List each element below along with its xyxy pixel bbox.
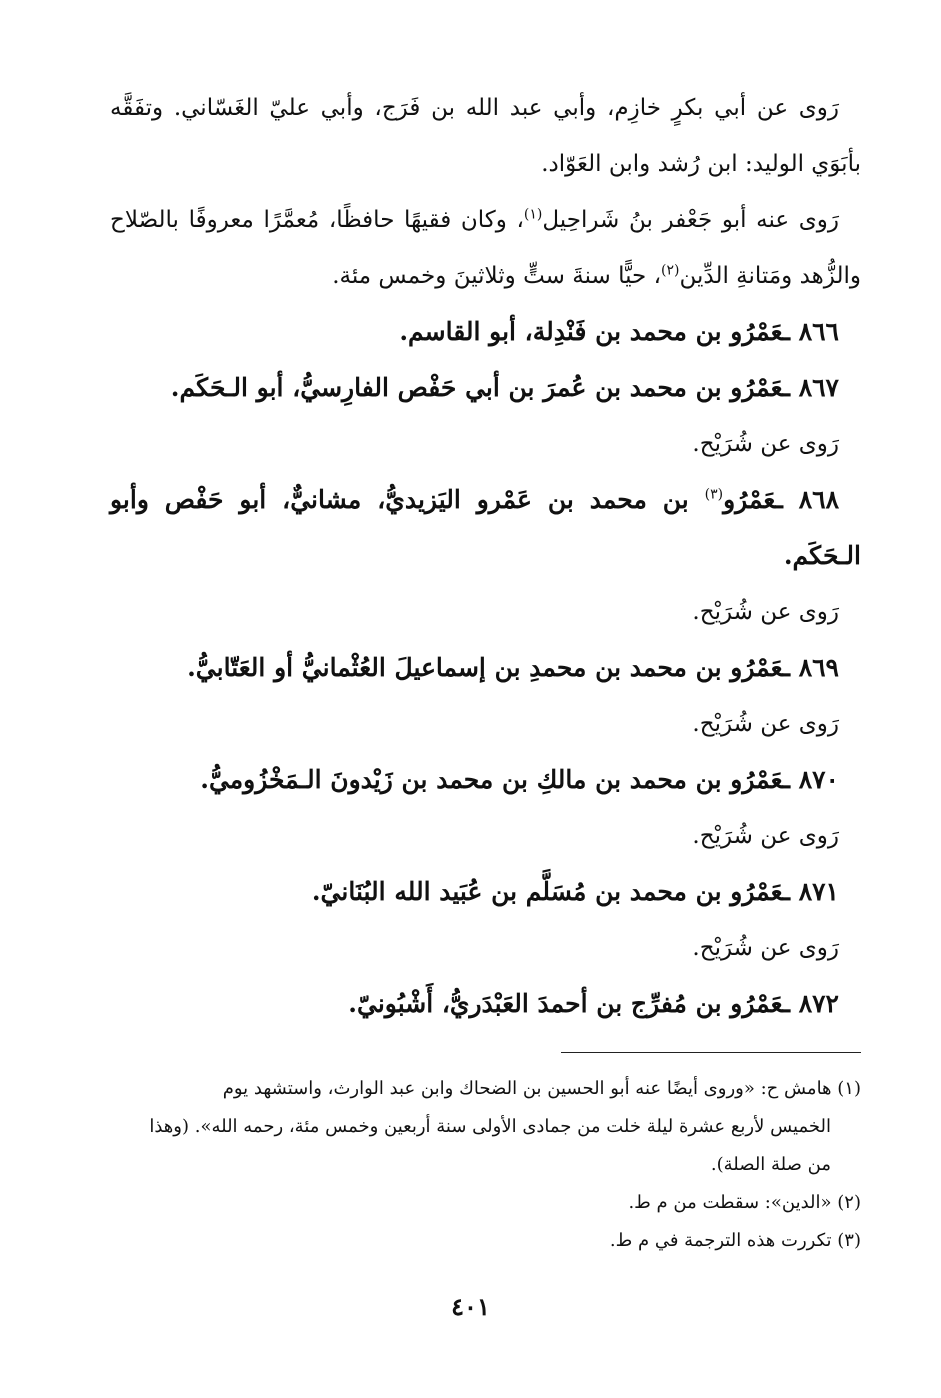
entry-title: عَمْرُو بن محمد بن عُمرَ بن أبي حَفْص الفارِسيُّ، أبو الـحَكَم. (170, 373, 783, 402)
footnote-ref-1[interactable]: (١) (523, 206, 543, 223)
entry-number: ٨٦٧ ـ (782, 373, 839, 402)
entry-title: بن محمد بن عَمْرو اليَزيديُّ، مشانيٌّ، أبو حَفْص وأبو الـحَكَم. (110, 485, 861, 570)
entry-871 (110, 864, 861, 920)
entry-870 (110, 752, 861, 808)
main-text (110, 80, 861, 1032)
footnote-ref-3[interactable]: (٣) (704, 486, 724, 503)
entry-869 (110, 640, 861, 696)
entry-867-note: رَوى عن شُرَيْح. (692, 431, 839, 457)
entry-number: ٨٧٢ ـ (782, 989, 839, 1018)
page-number: ٤٠١ (451, 1292, 490, 1321)
paragraph-biography-continued (110, 80, 861, 192)
paragraph-text: رَوى عنه أبو جَعْفر بنُ شَراحِيل (542, 207, 839, 233)
entry-868 (110, 472, 861, 584)
entry-number: ٨٧٠ ـ (782, 765, 839, 794)
entry-number: ٨٧١ ـ (782, 877, 839, 906)
entry-869-note: رَوى عن شُرَيْح. (692, 711, 839, 737)
footnote-1-line-1: (١) هامش ح: «وروى أيضًا عنه أبو الحسين بن الضحاك وابن عبد الوارث، واستشهد يوم (222, 1078, 861, 1099)
footnote-ref-2[interactable]: (٢) (661, 262, 680, 279)
paragraph-text: ، وكان فقيهًا حافظًا، مُعمَّرًا معروفًا بالصّلاح والزُّهد ومَتانةِ الدِّين (110, 207, 861, 289)
entry-name: عَمْرُو (723, 485, 776, 514)
entry-870-note: رَوى عن شُرَيْح. (692, 823, 839, 849)
entry-title: عَمْرُو بن محمد بن فَنْدِلة، أبو القاسم. (399, 317, 783, 346)
entry-title: عَمْرُو بن محمد بن مالكِ بن محمد بن زَيْدونَ الـمَخْزُوميُّ. (200, 765, 783, 794)
entry-871-note: رَوى عن شُرَيْح. (692, 935, 839, 961)
entry-868-note: رَوى عن شُرَيْح. (692, 599, 839, 625)
footnotes (110, 1070, 861, 1260)
entry-number: ٨٦٨ ـ (775, 485, 840, 514)
entry-number: ٨٦٦ ـ (782, 317, 839, 346)
footnote-divider (561, 1052, 861, 1053)
paragraph-text: ، حيًّا سنةَ ستٍّ وثلاثينَ وخمس مئة. (332, 263, 662, 289)
footnote-1-line-3: من صلة الصلة). (710, 1154, 831, 1175)
entry-title: عَمْرُو بن محمد بن محمدِ بن إسماعيلَ العُثْمانيُّ أو العَتّابيُّ. (187, 653, 783, 682)
entry-866 (110, 304, 861, 360)
paragraph-text: رَوى عن أبي بكرٍ خازِم، وأبي عبد الله بن فَرَج، وأبي عليّ الغَسّاني. وتفَقَّه بأبَوَي الوليد: ابن رُشد وابن العَوّاد. (110, 95, 861, 177)
entry-867 (110, 360, 861, 416)
paragraph-narrators (110, 192, 861, 304)
footnote-1-line-2: الخميس لأربع عشرة ليلة خلت من جمادى الأولى سنة أربعين وخمس مئة، رحمه الله». (وهذا (149, 1116, 831, 1137)
footnote-3: (٣) تكررت هذه الترجمة في م ط. (609, 1230, 861, 1251)
entry-872 (110, 976, 861, 1032)
footnote-2: (٢) «الدين»: سقطت من م ط. (628, 1192, 861, 1213)
entry-title: عَمْرُو بن مُفرِّج بن أحمدَ العَبْدَريُّ، أَشْبُونيّ. (348, 989, 783, 1018)
entry-number: ٨٦٩ ـ (782, 653, 839, 682)
entry-title: عَمْرُو بن محمد بن مُسَلَّم بن عُبَيد الله البُنَانيّ. (311, 877, 783, 906)
